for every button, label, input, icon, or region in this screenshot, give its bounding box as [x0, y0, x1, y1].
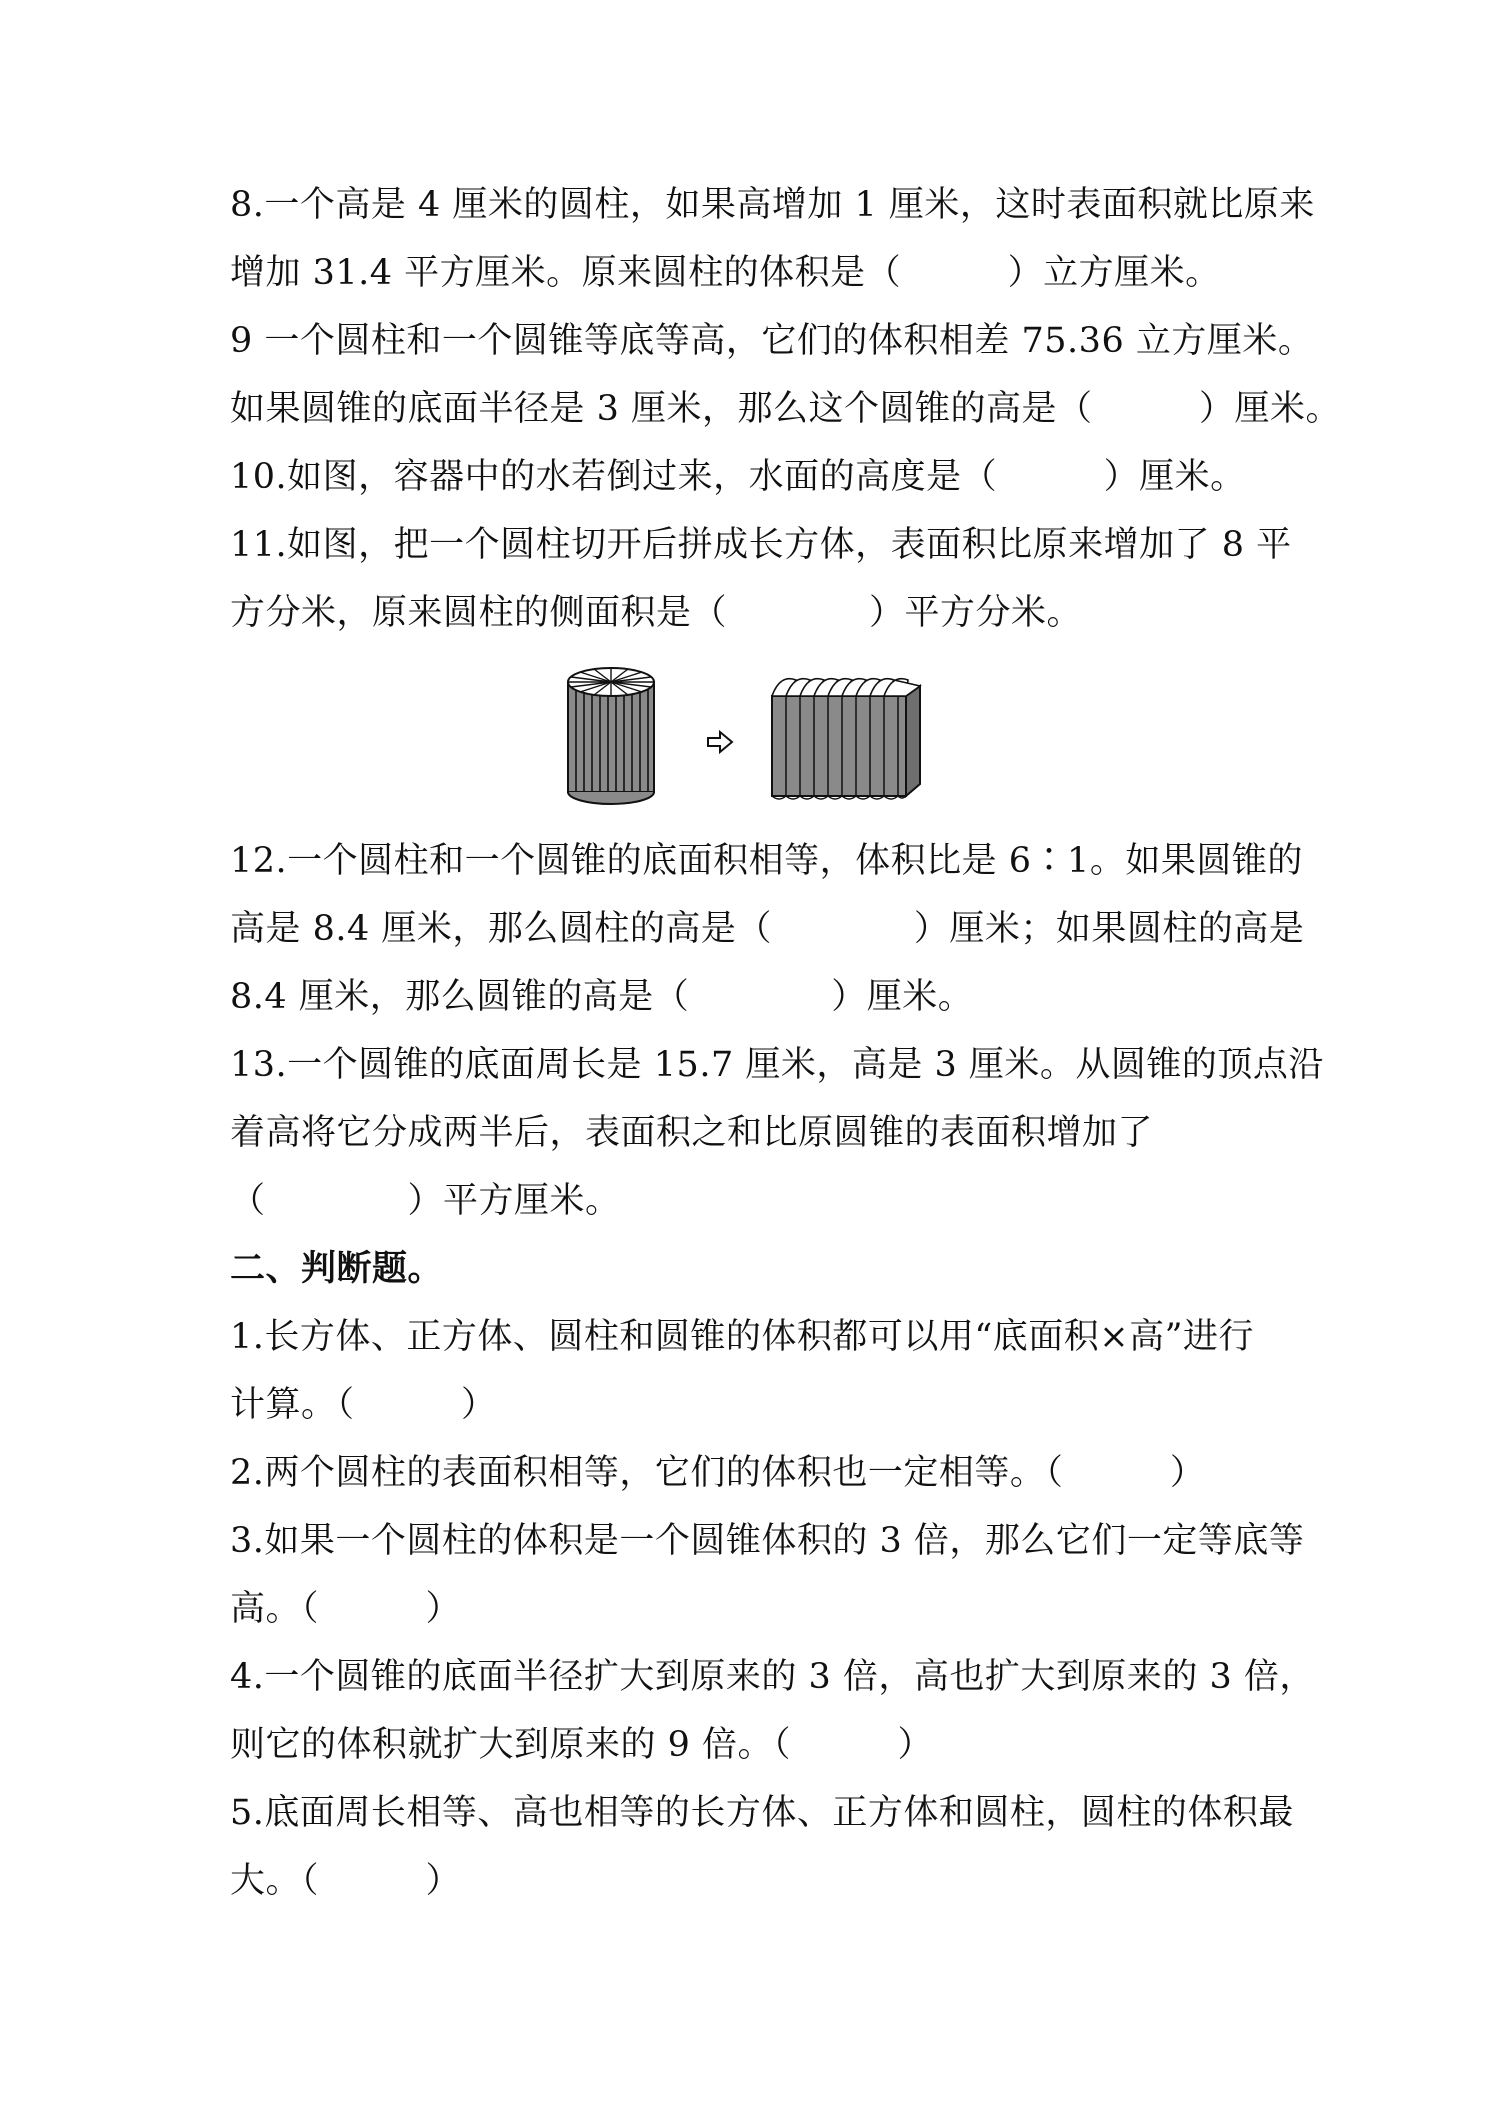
q9-line1: 9 一个圆柱和一个圆锥等底等高，它们的体积相差 75.36 立方厘米。 — [230, 321, 1314, 361]
q12-line1: 12.一个圆柱和一个圆锥的底面积相等，体积比是 6∶1。如果圆锥的 — [230, 841, 1303, 881]
arrow-icon — [708, 732, 732, 752]
q13-line3: （ ）平方厘米。 — [230, 1181, 621, 1221]
q11-line2: 方分米，原来圆柱的侧面积是（ ）平方分米。 — [230, 593, 1083, 633]
q8-line1: 8.一个高是 4 厘米的圆柱，如果高增加 1 厘米，这时表面积就比原来 — [230, 185, 1315, 225]
q9-line2: 如果圆锥的底面半径是 3 厘米，那么这个圆锥的高是（ ）厘米。 — [230, 389, 1342, 429]
j1-line1: 1.长方体、正方体、圆柱和圆锥的体积都可以用“底面积×高”进行 — [230, 1317, 1255, 1357]
q12-line3: 8.4 厘米，那么圆锥的高是（ ）厘米。 — [230, 977, 974, 1017]
j3-line1: 3.如果一个圆柱的体积是一个圆锥体积的 3 倍，那么它们一定等底等 — [230, 1521, 1305, 1561]
j4-line2: 则它的体积就扩大到原来的 9 倍。（ ） — [230, 1725, 934, 1765]
cylinder-to-cuboid-figure — [560, 662, 940, 812]
j4-line1: 4.一个圆锥的底面半径扩大到原来的 3 倍，高也扩大到原来的 3 倍， — [230, 1657, 1315, 1697]
rearranged-cuboid — [772, 679, 920, 799]
q12-line2: 高是 8.4 厘米，那么圆柱的高是（ ）厘米；如果圆柱的高是 — [230, 909, 1305, 949]
j3-line2: 高。（ ） — [230, 1589, 462, 1629]
q13-line2: 着高将它分成两半后，表面积之和比原圆锥的表面积增加了 — [230, 1113, 1154, 1153]
j1-line2: 计算。（ ） — [230, 1385, 497, 1425]
j5-line2: 大。（ ） — [230, 1861, 462, 1901]
sliced-cylinder — [568, 668, 654, 804]
q8-line2: 增加 31.4 平方厘米。原来圆柱的体积是（ ）立方厘米。 — [230, 253, 1221, 293]
j5-line1: 5.底面周长相等、高也相等的长方体、正方体和圆柱，圆柱的体积最 — [230, 1793, 1294, 1833]
q10-line1: 10.如图，容器中的水若倒过来，水面的高度是（ ）厘米。 — [230, 457, 1246, 497]
section-heading-true-false: 二、判断题。 — [230, 1249, 444, 1289]
q11-line1: 11.如图，把一个圆柱切开后拼成长方体，表面积比原来增加了 8 平 — [230, 525, 1292, 565]
j2-line1: 2.两个圆柱的表面积相等，它们的体积也一定相等。（ ） — [230, 1453, 1206, 1493]
q13-line1: 13.一个圆锥的底面周长是 15.7 厘米，高是 3 厘米。从圆锥的顶点沿 — [230, 1045, 1324, 1085]
